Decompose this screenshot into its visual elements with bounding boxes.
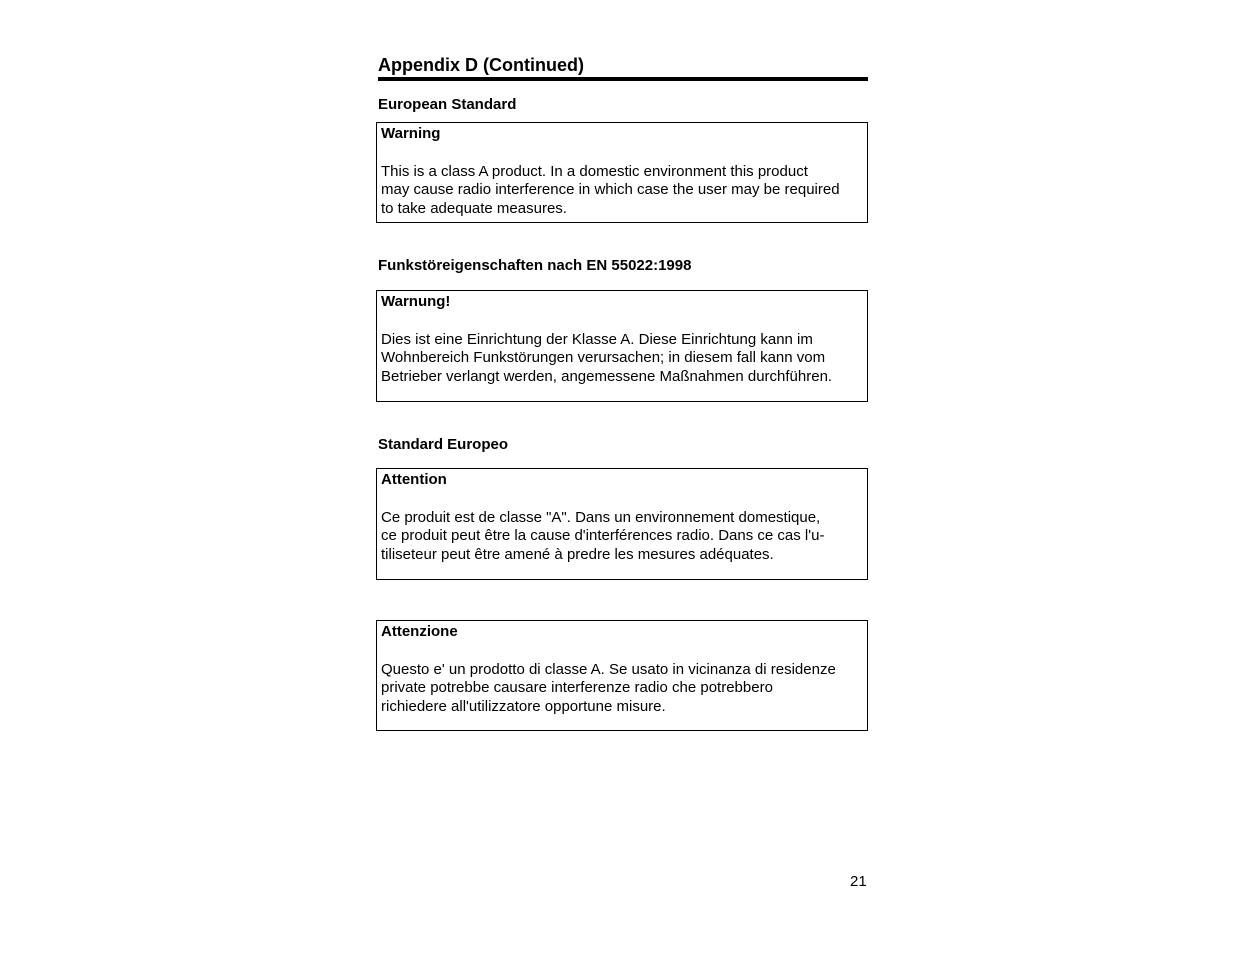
warning-box-french [376,468,868,580]
page-number: 21 [850,873,867,890]
attention-title: Attention [381,471,447,488]
attenzione-body: Questo e' un prodotto di classe A. Se usato in vicinanza di residenze private potrebbe causare interferenze radio che potrebbero richiedere all'utilizzatore opportune misure. [381,660,836,715]
attenzione-title: Attenzione [381,623,458,640]
page-title: Appendix D (Continued) [378,54,868,81]
section-heading-en-55022: Funkstöreigenschaften nach EN 55022:1998 [378,257,692,274]
warning-body: This is a class A product. In a domestic environment this product may cause radio interference in which case the user may be required to take adequate measures. [381,162,840,217]
warnung-title: Warnung! [381,293,451,310]
section-heading-standard-europeo: Standard Europeo [378,436,509,453]
attention-body: Ce produit est de classe "A". Dans un environnement domestique, ce produit peut être la cause d'interférences radio. Dans ce cas l'u- tiliseteur peut être amené à predre les mesures adéquates. [381,508,825,563]
warning-box-english [376,122,868,223]
warning-box-german [376,290,868,402]
section-heading-european-standard: European Standard [378,96,517,113]
warning-box-italian [376,620,868,731]
warning-title: Warning [381,125,441,142]
warnung-body: Dies ist eine Einrichtung der Klasse A. Diese Einrichtung kann im Wohnbereich Funkstörungen verursachen; in diesem fall kann vom Betrieber verlangt werden, angemessene Maßnahmen durchführen. [381,330,833,385]
